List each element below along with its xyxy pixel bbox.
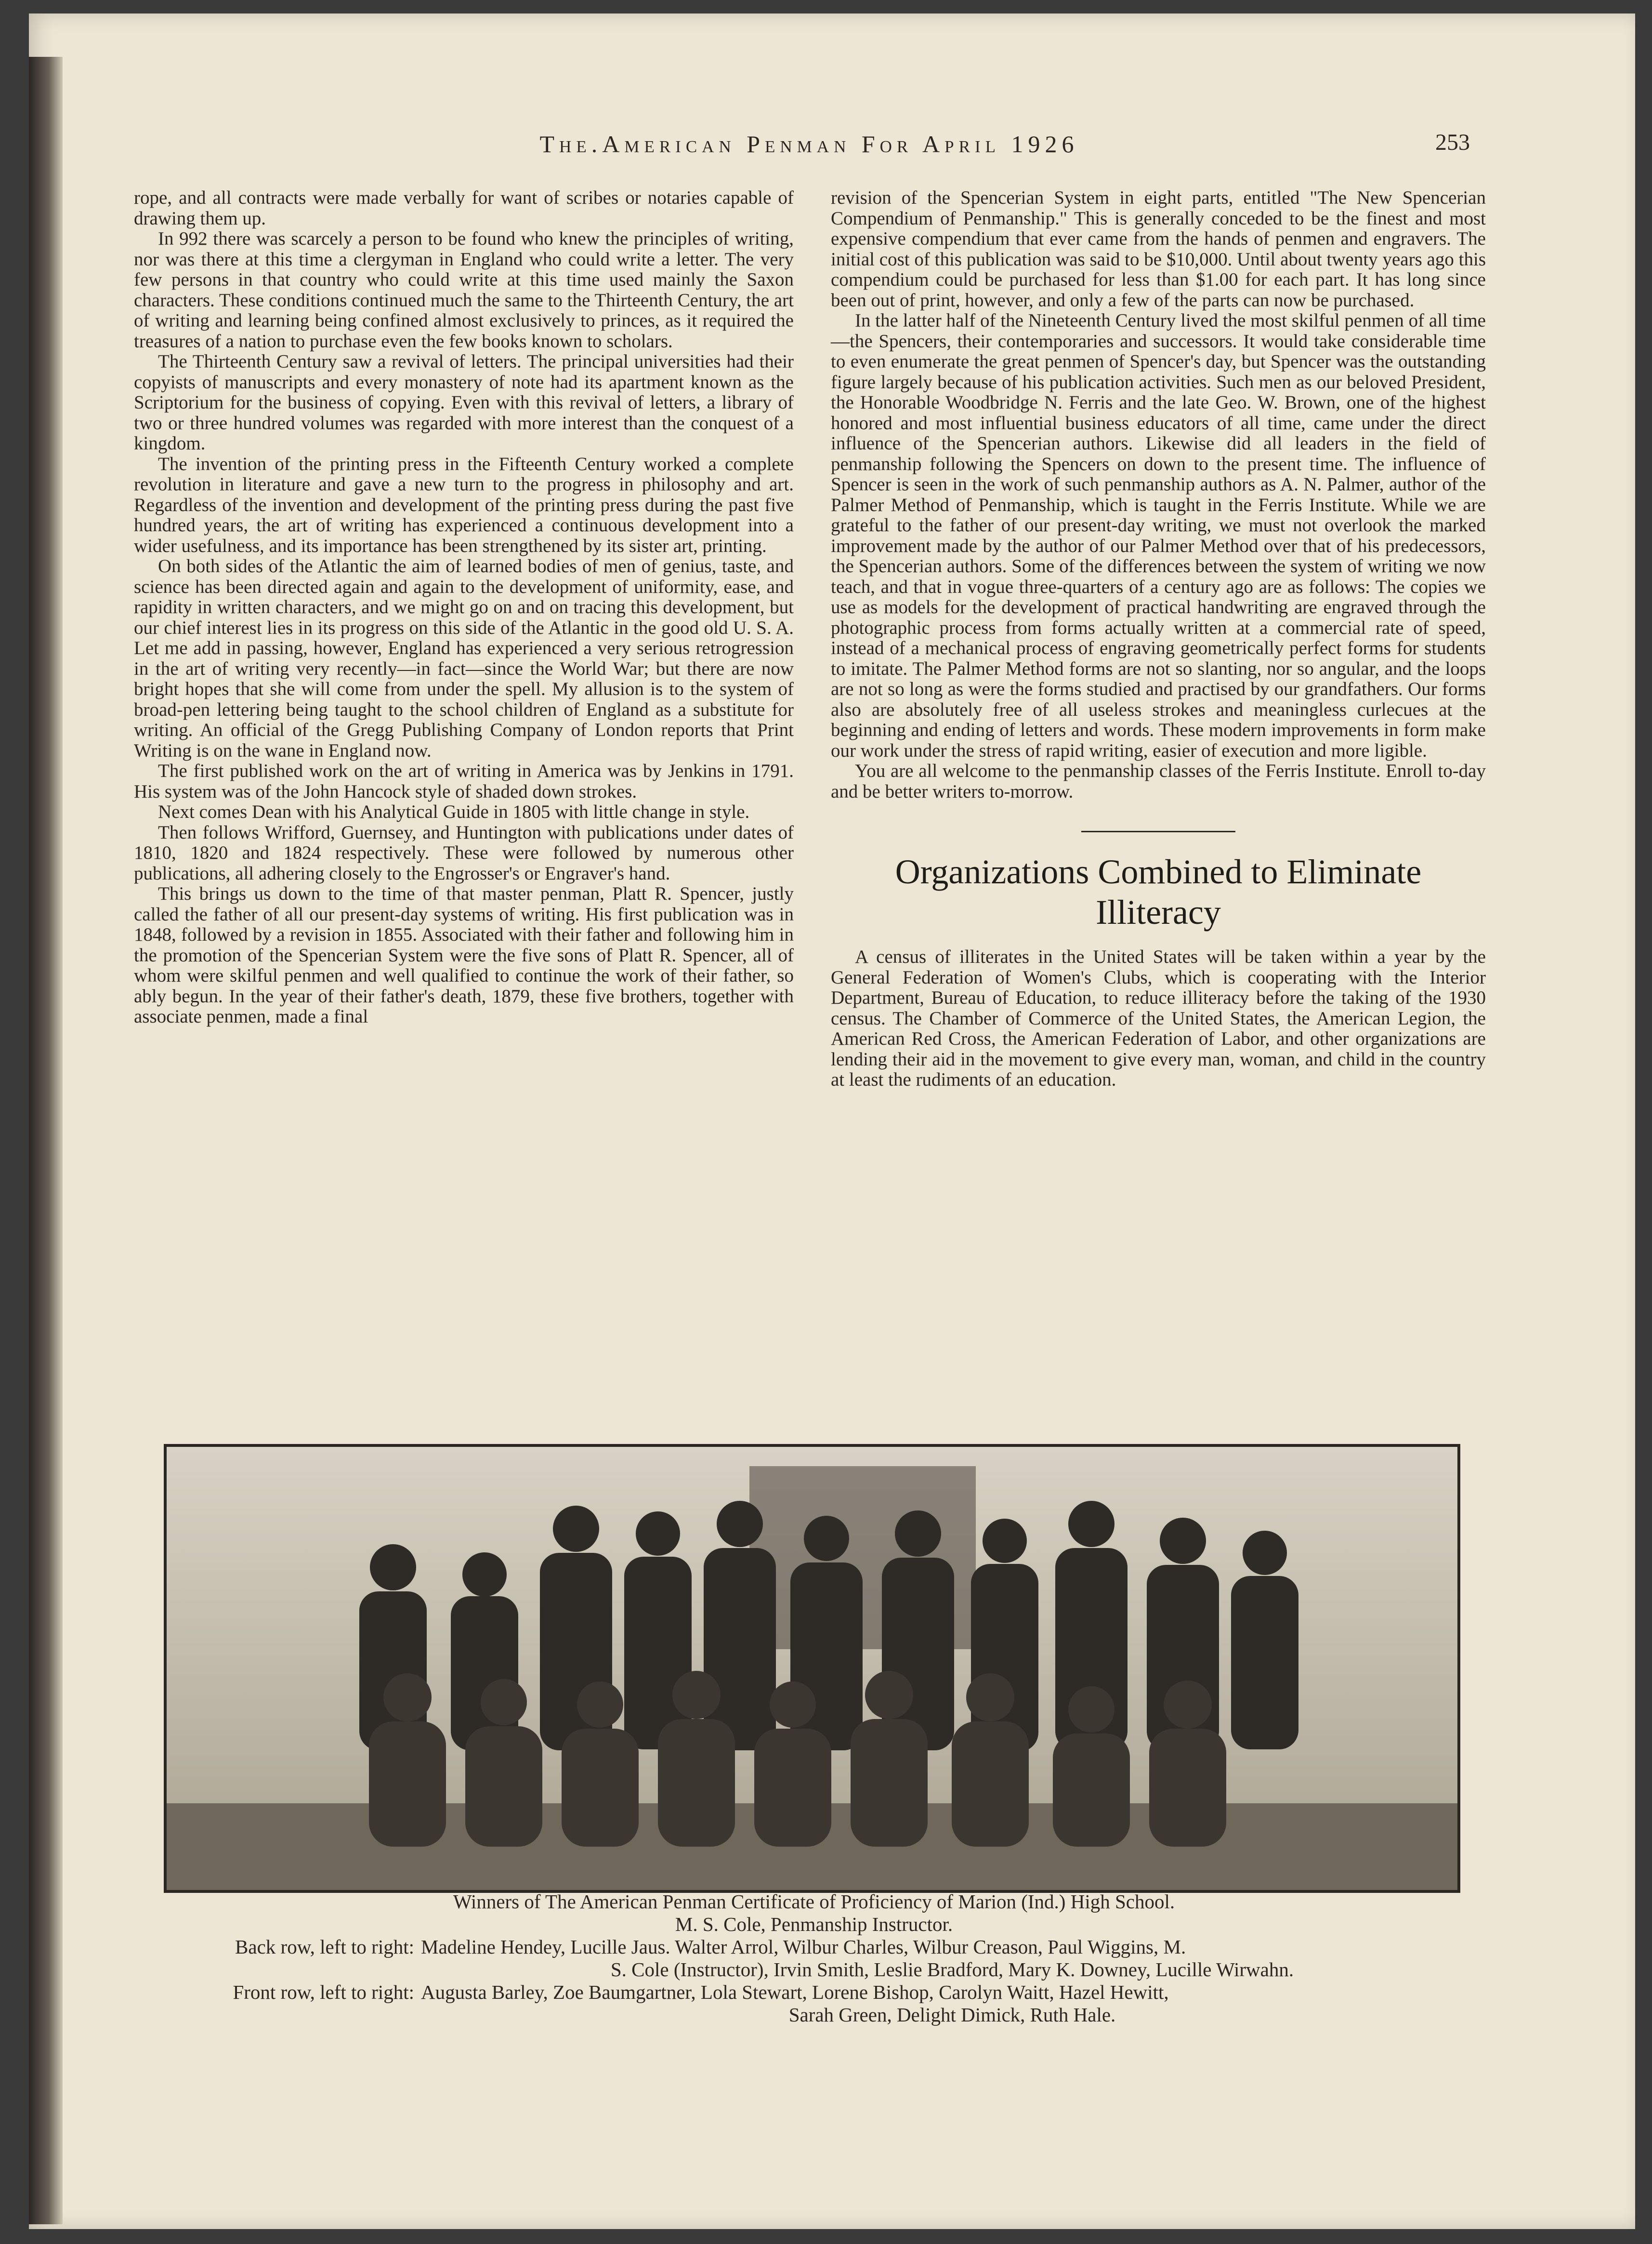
left-column [134, 188, 794, 1027]
paragraph: The Thirteenth Century saw a revival of letters. The principal universities had their copyists of manuscripts and every monastery of note had its apartment known as the Scriptorium for the business of copying. Even with this revival of letters, a library of two or three hundred volumes was regarded with more interest than the conquest of a kingdom. [134, 351, 794, 454]
paragraph: In the latter half of the Nineteenth Century lived the most skilful penmen of all time—the Spencers, their contemporaries and successors. It would take considerable time to even enumerate the great penmen of Spencer's day, but Spencer was the outstanding figure largely because of his publication activities. Such men as our beloved President, the Honorable Woodbridge N. Ferris and the late Geo. W. Brown, one of the highest honored and most influential business educators of all time, came under the direct influence of the Spencerian authors. Likewise did all leaders in the field of penmanship following the Spencers on down to the present time. The influence of Spencer is seen in the work of such penmanship authors as A. N. Palmer, author of the Palmer Method of Penmanship, which is taught in the Ferris Institute. While we are grateful to the father of our present-day writing, we must not overlook the marked improvement made by the author of our Palmer Method over that of his predecessors, the Spencerian authors. Some of the differences between the system of writing we now teach, and that in vogue three-quarters of a century ago are as follows: The copies we use as models for the development of practical handwriting are engraved through the photographic process from forms actually written at a commercial rate of speed, instead of a mechanical process of engraving geometrically perfect forms for students to imitate. The Palmer Method forms are not so slanting, nor so angular, and the loops are not so long as were the forms studied and practised by our grandfathers. Our forms also are absolutely free of all useless strokes and meaningless curlecues at the beginning and ending of letters and words. These modern improvements in form make our work under the stress of rapid writing, easier of execution and more ligible. [831, 310, 1486, 761]
caption-front-row [144, 1981, 1483, 2026]
section-divider [1081, 831, 1235, 832]
back-row-label: Back row, left to right: [235, 1936, 414, 1958]
paragraph: revision of the Spencerian System in eight parts, entitled "The New Spencerian Compendium of Penmanship." This is generally conceded to be the finest and most expensive compendium that ever came from the hands of penmen and engravers. The initial cost of this publication was said to be $10,000. Until about twenty years ago this compendium could be purchased for less than $1.00 for each part. It has long since been out of print, however, and only a few of the parts can now be purchased. [831, 187, 1486, 311]
paragraph: The first published work on the art of writing in America was by Jenkins in 1791. His system was of the John Hancock style of shaded down strokes. [134, 761, 794, 802]
class-group-photo [164, 1444, 1460, 1893]
paragraph: In 992 there was scarcely a person to be found who knew the principles of writing, nor was there at this time a clergyman in England who could write a letter. The very few persons in that country who could write at this time used mainly the Saxon characters. These conditions continued much the same to the Thirteenth Century, the art of writing and learning being confined almost exclusively to princes, as it required the treasures of a nation to purchase even the few books known to scholars. [134, 228, 794, 352]
paragraph: This brings us down to the time of that master penman, Platt R. Spencer, justly called the father of all our present-day systems of writing. His first publication was in 1848, followed by a revision in 1855. Associated with their father and following him in the promotion of the Spencerian System were the five sons of Platt R. Spencer, all of whom were skilful penmen and well qualified to continue the work of their father, so ably begun. In the year of their father's death, 1879, these five brothers, together with associate penmen, made a final [134, 883, 794, 1027]
caption-instructor: M. S. Cole, Penmanship Instructor. [675, 1913, 953, 1935]
paragraph: rope, and all contracts were made verbally for want of scribes or notaries capable of drawing them up. [134, 187, 794, 229]
page-number: 253 [1435, 130, 1470, 155]
paragraph: You are all welcome to the penmanship classes of the Ferris Institute. Enroll to-day and be better writers to-morrow. [831, 761, 1486, 802]
book-binding-shadow [29, 57, 63, 2224]
front-row-names-cont: Sarah Green, Delight Dimick, Ruth Hale. [788, 2004, 1116, 2026]
front-row-label: Front row, left to right: [233, 1981, 414, 2003]
caption-title: Winners of The American Penman Certificate of Proficiency of Marion (Ind.) High School. [453, 1890, 1175, 1913]
article-headline: Organizations Combined to Eliminate Illiteracy [895, 853, 1422, 932]
paragraph: Next comes Dean with his Analytical Guide in 1805 with little change in style. [158, 801, 750, 822]
photo-caption [144, 1890, 1483, 2026]
front-row-names: Augusta Barley, Zoe Baumgartner, Lola Stewart, Lorene Bishop, Carolyn Waitt, Hazel Hewitt, [421, 1981, 1169, 2003]
group-photo-illustration [167, 1447, 1457, 1890]
back-row-names-cont: S. Cole (Instructor), Irvin Smith, Leslie Bradford, Mary K. Downey, Lucille Wirwahn. [610, 1958, 1294, 1981]
caption-back-row [144, 1936, 1483, 1981]
article-body: A census of illiterates in the United States will be taken within a year by the General Federation of Women's Clubs, which is cooperating with the Interior Department, Bureau of Education, to reduce illiteracy before the taking of the 1930 census. The Chamber of Commerce of the United States, the American Legion, the American Red Cross, the American Federation of Labor, and other organizations are lending their aid in the movement to give every man, woman, and child in the country at least the rudiments of an education. [831, 946, 1486, 1090]
running-header: The.American Penman For April 1926 [539, 131, 1079, 157]
paragraph: Then follows Wrifford, Guernsey, and Huntington with publications under dates of 1810, 1820 and 1824 respectively. These were followed by numerous other publications, all adhering closely to the Engrosser's or Engraver's hand. [134, 822, 794, 884]
right-column [831, 188, 1486, 1090]
paragraph: On both sides of the Atlantic the aim of learned bodies of men of genius, taste, and science has been directed again and again to the development of uniformity, ease, and rapidity in written characters, and we might go on and on tracing this development, but our chief interest lies in its progress on this side of the Atlantic in the good old U. S. A. Let me add in passing, however, England has experienced a very serious retrogression in the art of writing very recently—in fact—since the World War; but there are now bright hopes that she will come from under the spell. My allusion is to the system of broad-pen lettering being taught to the school children of England as a substitute for writing. An official of the Gregg Publishing Company of London reports that Print Writing is on the wane in England now. [134, 556, 794, 761]
back-row-names: Madeline Hendey, Lucille Jaus. Walter Arrol, Wilbur Charles, Wilbur Creason, Paul Wiggins, M. [421, 1936, 1186, 1958]
paragraph: The invention of the printing press in the Fifteenth Century worked a complete revolution in literature and gave a new turn to the progress in philosophy and art. Regardless of the invention and development of the printing press during the past five hundred years, the art of writing has experienced a continuous development into a wider usefulness, and its importance has been strengthened by its sister art, printing. [134, 453, 794, 556]
